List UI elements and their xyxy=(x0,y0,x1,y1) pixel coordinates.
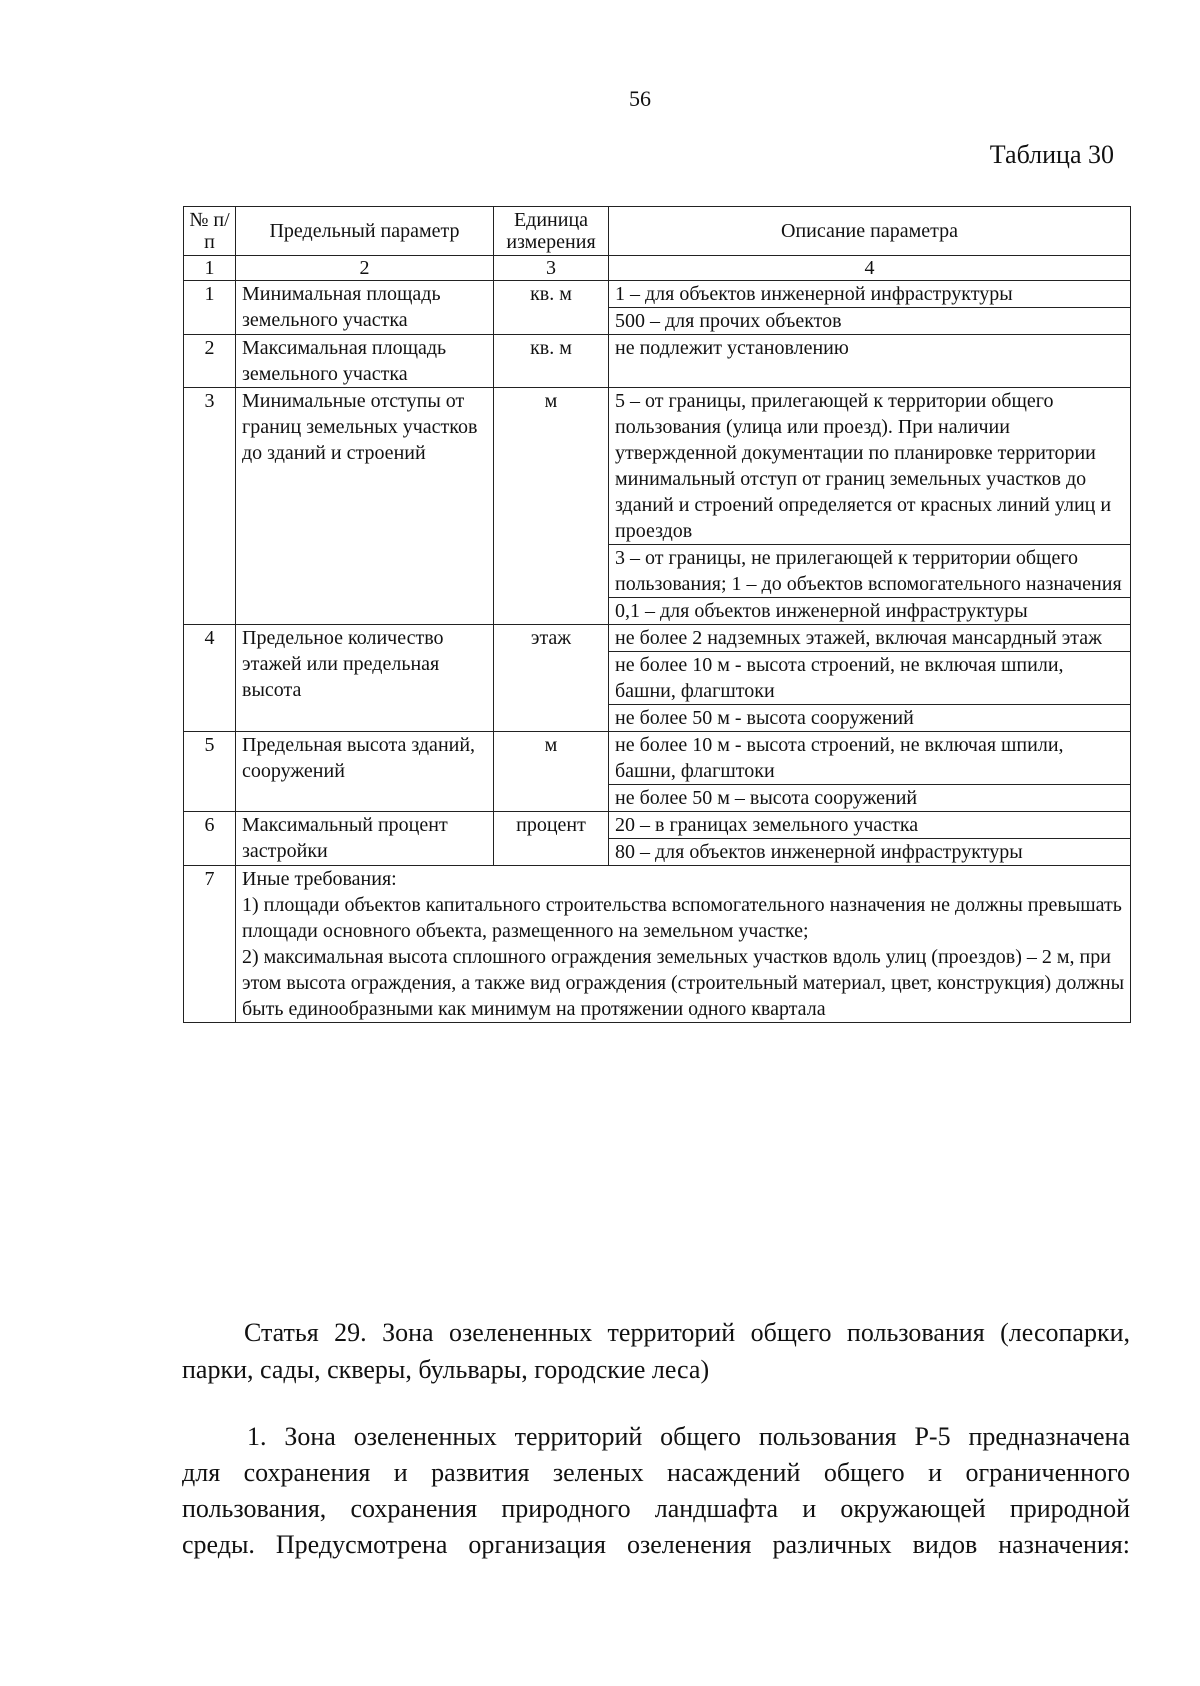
row-param: Предельная высота зданий, сооружений xyxy=(236,732,494,812)
table-caption: Таблица 30 xyxy=(989,140,1114,169)
row-num: 3 xyxy=(184,388,236,625)
table-row xyxy=(184,335,1131,388)
requirement-item: 2) максимальная высота сплошного ограждения земельных участков вдоль улиц (проездов) – 2 м, при этом высота ограждения, а также вид ограждения (строительный материал, цвет, конструкция) должны быть единообразными как минимум на протяжении одного квартала xyxy=(242,946,1125,1020)
row-desc: 0,1 – для объектов инженерной инфраструктуры xyxy=(609,598,1131,625)
index-cell: 2 xyxy=(236,256,494,281)
index-cell: 1 xyxy=(184,256,236,281)
row-unit: м xyxy=(494,732,609,812)
other-requirements xyxy=(236,866,1131,1023)
row-num: 7 xyxy=(184,866,236,1023)
row-param: Минимальные отступы от границ земельных участков до зданий и строений xyxy=(236,388,494,625)
row-desc: не более 10 м - высота строений, не включая шпили, башни, флагштоки xyxy=(609,732,1131,785)
row-param: Предельное количество этажей или предельная высота xyxy=(236,625,494,732)
page-number: 56 xyxy=(629,86,651,111)
table-row xyxy=(184,281,1131,308)
row-desc: 5 – от границы, прилегающей к территории общего пользования (улица или проезд). При наличии утвержденной документации по планировке территории минимальный отступ от границ земельных участков до зданий и строений определяется от красных линий улиц и проездов xyxy=(609,388,1131,545)
row-num: 4 xyxy=(184,625,236,732)
requirement-item: 1) площади объектов капитального строительства вспомогательного назначения не должны превышать площади основного объекта, размещенного на земельном участке; xyxy=(242,894,1122,942)
row-desc: 1 – для объектов инженерной инфраструктуры xyxy=(609,281,1131,308)
row-unit: кв. м xyxy=(494,281,609,335)
article-heading-text: Статья 29. Зона озелененных территорий общего пользования (лесопарки, парки, сады, скверы, бульвары, городские леса) xyxy=(182,1318,1130,1384)
paragraph-line: пользования, сохранения природного ландшафта и окружающей природной xyxy=(182,1494,1130,1523)
paragraph-line: 1. Зона озелененных территорий общего пользования Р-5 предназначена xyxy=(247,1422,1130,1451)
row-param: Максимальный процент застройки xyxy=(236,812,494,866)
table-row xyxy=(184,625,1131,652)
row-num: 2 xyxy=(184,335,236,388)
row-param: Минимальная площадь земельного участка xyxy=(236,281,494,335)
row-unit: м xyxy=(494,388,609,625)
row-desc: 20 – в границах земельного участка xyxy=(609,812,1131,839)
table-header-row xyxy=(184,207,1131,256)
row-num: 6 xyxy=(184,812,236,866)
row-unit: кв. м xyxy=(494,335,609,388)
row-num: 5 xyxy=(184,732,236,812)
body-paragraph xyxy=(182,1419,1130,1563)
table-row xyxy=(184,866,1131,1023)
paragraph-line: для сохранения и развития зеленых насаждений общего и ограниченного xyxy=(182,1458,1130,1487)
row-desc: не подлежит установлению xyxy=(609,335,1131,388)
header-desc: Описание параметра xyxy=(609,207,1131,256)
row-desc: не более 50 м - высота сооружений xyxy=(609,705,1131,732)
row-unit: этаж xyxy=(494,625,609,732)
row-desc: 500 – для прочих объектов xyxy=(609,308,1131,335)
row-unit: процент xyxy=(494,812,609,866)
paragraph-line: среды. Предусмотрена организация озеленения различных видов назначения: xyxy=(182,1530,1130,1559)
index-cell: 3 xyxy=(494,256,609,281)
header-param: Предельный параметр xyxy=(236,207,494,256)
row-desc: 3 – от границы, не прилегающей к территории общего пользования; 1 – до объектов вспомогательного назначения xyxy=(609,545,1131,598)
header-num: № п/п xyxy=(184,207,236,256)
parameters-table xyxy=(183,206,1131,1023)
row-param: Максимальная площадь земельного участка xyxy=(236,335,494,388)
table-row xyxy=(184,388,1131,545)
table-row xyxy=(184,812,1131,839)
row-desc: не более 10 м - высота строений, не включая шпили, башни, флагштоки xyxy=(609,652,1131,705)
row-desc: не более 2 надземных этажей, включая мансардный этаж xyxy=(609,625,1131,652)
header-unit: Единица измерения xyxy=(494,207,609,256)
row-num: 1 xyxy=(184,281,236,335)
table-index-row xyxy=(184,256,1131,281)
table-row xyxy=(184,732,1131,785)
row-desc: не более 50 м – высота сооружений xyxy=(609,785,1131,812)
index-cell: 4 xyxy=(609,256,1131,281)
article-heading xyxy=(182,1314,1130,1388)
row-desc: 80 – для объектов инженерной инфраструктуры xyxy=(609,839,1131,866)
requirements-title: Иные требования: xyxy=(242,868,397,890)
